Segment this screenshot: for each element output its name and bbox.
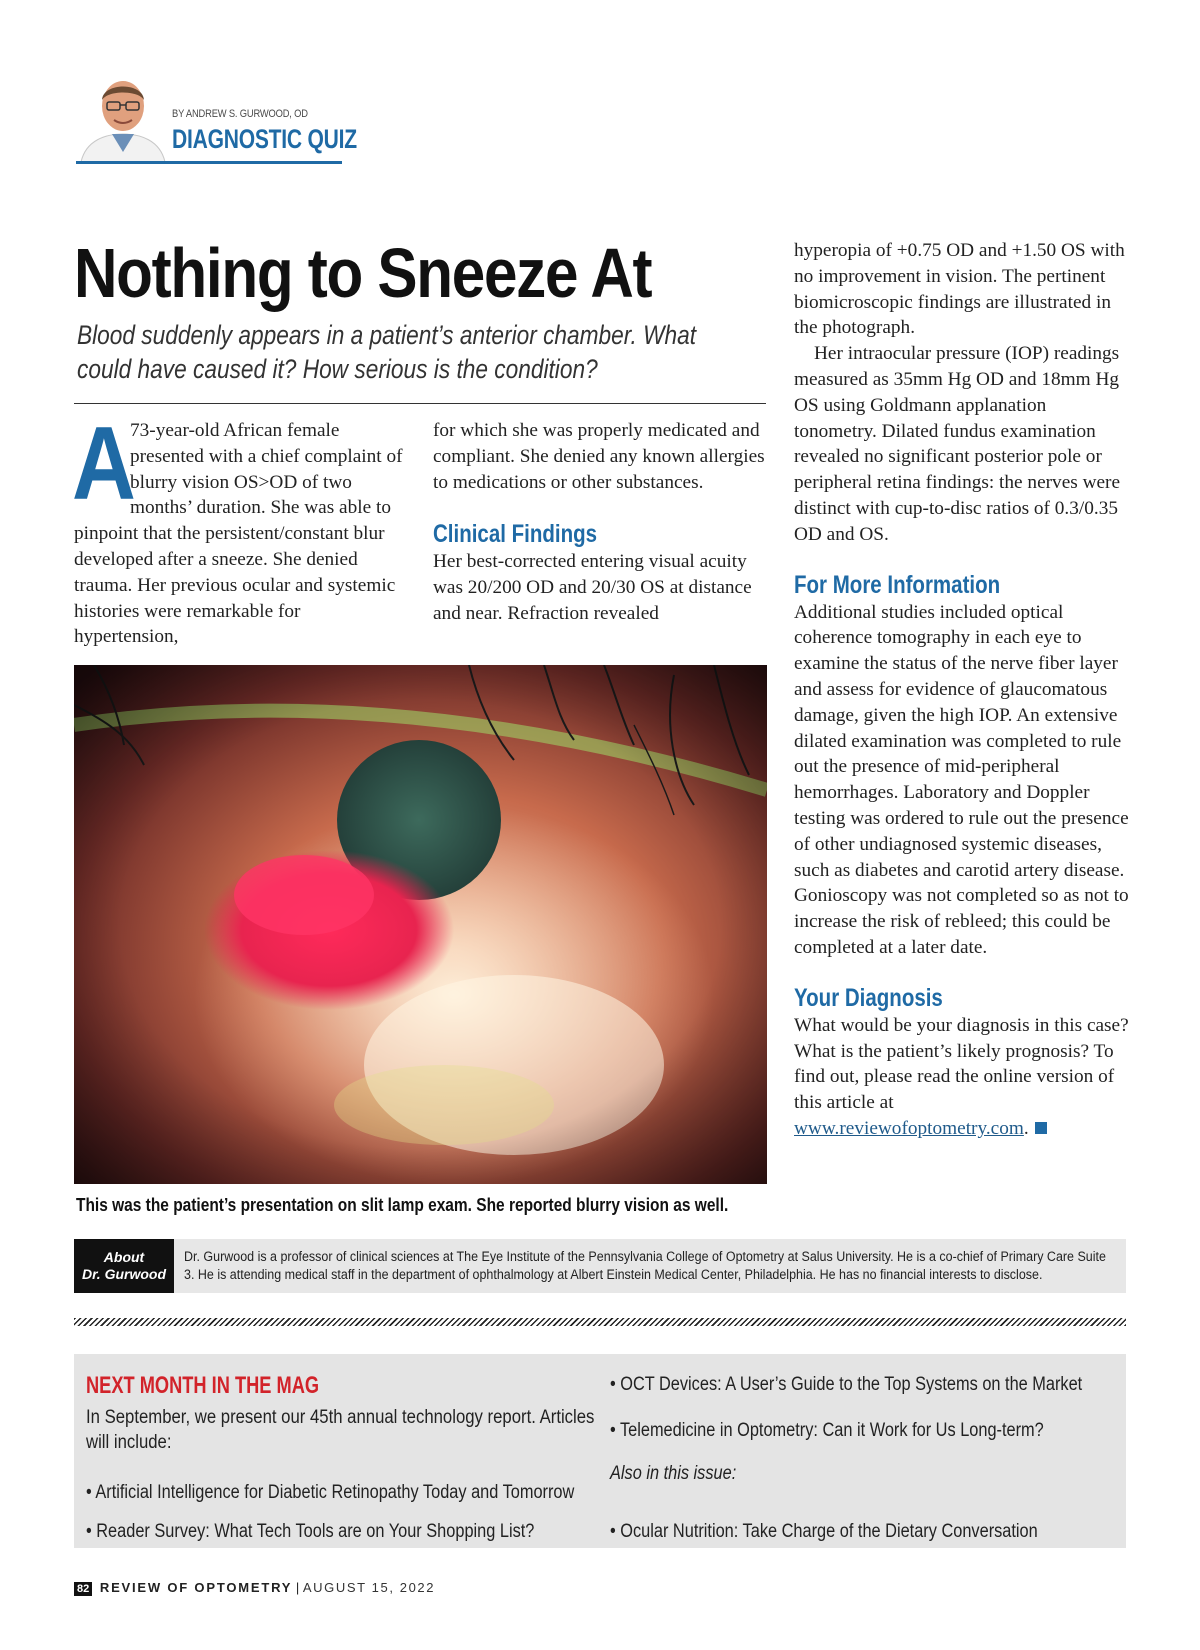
refraction-paragraph: hyperopia of +0.75 OD and +1.50 OS with no improvement in vision. The pertinent biomicroscopic findings are illustrated in the photograph. — [794, 240, 1125, 339]
list-item: • OCT Devices: A User’s Guide to the Top Systems on the Market — [610, 1374, 1083, 1395]
column-3 — [794, 238, 1130, 1142]
article-title: Nothing to Sneeze At — [74, 234, 652, 312]
list-item: • Ocular Nutrition: Take Charge of the Dietary Conversation — [610, 1521, 1038, 1542]
intro-paragraph-cont: for which she was properly medicated and compliant. She denied any known allergies to medications or other substances. — [433, 420, 765, 493]
drop-cap: A — [72, 406, 136, 522]
clinical-findings-paragraph: Her best-corrected entering visual acuity was 20/200 OD and 20/30 OS at distance and near. Refraction revealed — [433, 551, 752, 624]
article-dek: Blood suddenly appears in a patient’s anterior chamber. What could have caused it? How serious is the condition? — [77, 320, 697, 384]
about-label-line2: Dr. Gurwood — [82, 1266, 166, 1282]
section-label: DIAGNOSTIC QUIZ — [172, 124, 357, 154]
end-mark-icon — [1035, 1122, 1047, 1134]
about-label — [74, 1239, 174, 1293]
footer-separator: | — [295, 1580, 300, 1595]
section-rule — [76, 161, 342, 164]
byline: BY ANDREW S. GURWOOD, OD — [172, 108, 308, 120]
website-link[interactable]: www.reviewofoptometry.com — [794, 1117, 1024, 1139]
title-divider — [74, 403, 766, 404]
intro-paragraph: 73-year-old African female presented with a chief complaint of blurry vision OS>OD of two months’ duration. She was able to pinpoint that the persistent/constant blur developed after a sneeze. She denied trauma. Her previous ocular and systemic histories were remarkable for hypertension, — [74, 420, 403, 648]
issue-date: AUGUST 15, 2022 — [302, 1580, 436, 1595]
about-label-line1: About — [103, 1249, 145, 1265]
iop-paragraph: Her intraocular pressure (IOP) readings measured as 35mm Hg OD and 18mm Hg OS using Goldmann applanation tonometry. Dilated fundus examination revealed no significant posterior pole or peripheral retina findings: the nerves were distinct with cup-to-disc ratios of 0.3/0.35 OD and OS. — [794, 343, 1121, 545]
next-month-intro: In September, we present our 45th annual technology report. Articles will include: — [86, 1407, 595, 1453]
list-item: • Reader Survey: What Tech Tools are on Your Shopping List? — [86, 1521, 535, 1542]
more-info-paragraph: Additional studies included optical coherence tomography in each eye to examine the status of the nerve fiber layer and assess for evidence of glaucomatous damage, given the high IOP. An extensive dilated examination was completed to rule out the presence of mid-peripheral hemorrhages. Laboratory and Doppler testing was ordered to rule out the presence of other undiagnosed systemic diseases, such as diabetes and carotid artery disease. Gonioscopy was not completed so as not to increase the risk of rebleed; this could be completed at a later date. — [794, 601, 1129, 958]
page-footer — [74, 1580, 435, 1596]
hatched-divider — [74, 1318, 1126, 1326]
photo-caption: This was the patient’s presentation on slit lamp exam. She reported blurry vision as well. — [76, 1195, 729, 1215]
list-item: • Artificial Intelligence for Diabetic Retinopathy Today and Tomorrow — [86, 1482, 575, 1503]
diagnosis-heading: Your Diagnosis — [794, 983, 943, 1012]
list-item: • Telemedicine in Optometry: Can it Work for Us Long-term? — [610, 1420, 1044, 1441]
about-author-box — [74, 1239, 1126, 1293]
slit-lamp-photo — [74, 665, 767, 1184]
next-month-box — [74, 1354, 1126, 1548]
diagnosis-end: . — [1023, 1117, 1029, 1139]
diagnosis-text: What would be your diagnosis in this case? What is the patient’s likely prognosis? To find out, please read the online version of this article at — [794, 1014, 1129, 1114]
also-in-issue-label: Also in this issue: — [610, 1463, 737, 1484]
more-info-heading: For More Information — [794, 570, 1001, 599]
diagnosis-paragraph — [794, 1013, 1130, 1142]
about-text: Dr. Gurwood is a professor of clinical sciences at The Eye Institute of the Pennsylvania College of Optometry at Salus University. He is a co-chief of Primary Care Suite 3. He is attending medical staff in the department of ophthalmology at Albert Einstein Medical Center, Philadelphia. He has no financial interests to disclose. — [184, 1249, 1106, 1282]
clinical-findings-heading: Clinical Findings — [433, 520, 598, 549]
column-1 — [72, 406, 408, 650]
column-2 — [433, 418, 767, 627]
magazine-name: REVIEW OF OPTOMETRY — [99, 1580, 293, 1595]
author-photo — [76, 70, 170, 162]
next-month-heading: NEXT MONTH IN THE MAG — [86, 1372, 320, 1399]
page-number: 82 — [74, 1582, 92, 1596]
